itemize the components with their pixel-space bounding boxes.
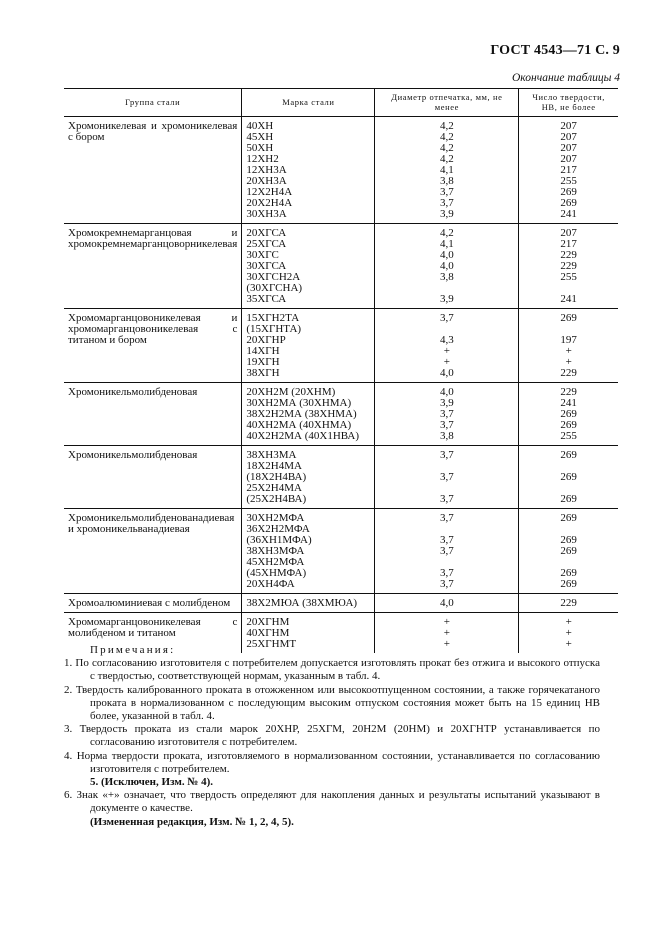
steel-grade: 30ХГСН2А (246, 271, 301, 283)
imprint-diameter-cell (375, 117, 519, 224)
steel-grade: 14ХГН (246, 345, 280, 357)
hardness-value: 241 (560, 293, 577, 305)
hardness-value: 269 (560, 578, 577, 590)
hardness-value: 269 (560, 512, 577, 524)
imprint-diameter: + (443, 345, 450, 357)
imprint-diameter: 3,7 (439, 471, 454, 483)
hardness-value-cell (519, 446, 618, 509)
steel-grade: 30ХГСА (246, 260, 287, 272)
steel-grade: 40ХН (246, 120, 274, 132)
steel-grade: 15ХГН2ТА (246, 312, 300, 324)
steel-grade: (30ХГСНА) (246, 282, 303, 294)
steel-grade: 40ХГНМ (246, 627, 290, 639)
hardness-value: 255 (560, 430, 577, 442)
imprint-diameter: + (443, 356, 450, 368)
steel-grade: 20ХН2М (20ХНМ) (246, 386, 336, 398)
imprint-diameter-cell (375, 446, 519, 509)
table-row (64, 594, 618, 613)
steel-grade: 30ХН2МА (30ХНМА) (246, 397, 352, 409)
steel-group: Хромоникельмолибденовая (64, 383, 242, 446)
steel-grade: 38ХН3МФА (246, 545, 305, 557)
table-row (64, 224, 618, 309)
table-row (64, 446, 618, 509)
imprint-diameter: 3,7 (439, 567, 454, 579)
note-3 (64, 723, 600, 749)
steel-grade: 19ХГН (246, 356, 280, 368)
imprint-diameter: 4,0 (439, 386, 454, 398)
hardness-value: 217 (560, 164, 577, 176)
imprint-diameter: + (443, 627, 450, 639)
steel-grade: 18Х2Н4МА (246, 460, 302, 472)
steel-grade: 25Х2Н4МА (246, 482, 302, 494)
hardness-value: 197 (560, 334, 577, 346)
imprint-diameter-cell (375, 383, 519, 446)
imprint-diameter: 4,2 (439, 120, 454, 132)
imprint-diameter: 3,7 (439, 449, 454, 461)
note-text: 2. Твердость калиброванного проката в отожженном или высокоотпущенном состоянии, а также горячекатаного проката в нормализованном с последующим высоким отпуском состояния может быть на 15 единиц НВ более, указанной в табл. 4. (64, 683, 600, 723)
steel-group: Хромокремнемарганцовая и хромокремнемарганцоворникелевая (64, 224, 242, 309)
imprint-diameter-cell (375, 309, 519, 383)
steel-grade-cell (242, 383, 375, 446)
steel-grade: 20ХГСА (246, 227, 287, 239)
amendment-note (90, 816, 600, 829)
col-header-grade: Марка стали (242, 89, 375, 117)
imprint-diameter: 3,7 (439, 419, 454, 431)
steel-group: Хромоалюминиевая с молибденом (64, 594, 242, 613)
imprint-diameter: 4,0 (439, 249, 454, 261)
note-4 (64, 749, 600, 776)
steel-group: Хромомарганцовоникелевая и хромомарганцовоникелевая с титаном и бором (64, 309, 242, 383)
steel-grade: (15ХГНТА) (246, 323, 302, 335)
note-text: 1. По согласованию изготовителя с потребителем допускается изготовлять прокат без отжига и высокого отпуска с твердостью, соответствующей нормам, указанным в табл. 4. (64, 657, 600, 683)
notes-section (64, 644, 600, 829)
imprint-diameter: 3,8 (439, 175, 454, 187)
imprint-diameter-cell (375, 509, 519, 594)
imprint-diameter: 4,2 (439, 227, 454, 239)
amendment-text: (Измененная редакция, Изм. № 1, 2, 4, 5). (90, 815, 294, 828)
hardness-value: 255 (560, 271, 577, 283)
hardness-value: + (565, 627, 572, 639)
steel-grade: (45ХНМФА) (246, 567, 307, 579)
note-text: 5. (Исключен, Изм. № 4). (90, 776, 214, 789)
hardness-value: 269 (560, 493, 577, 505)
note-text: 3. Твердость проката из стали марок 20ХНР, 25ХГМ, 20Н2М (20НМ) и 20ХГНТР устанавливается по согласованию изготовителя с потребителем. (64, 723, 600, 749)
steel-grade: 30ХГС (246, 249, 279, 261)
hardness-value: 269 (560, 545, 577, 557)
page-header: ГОСТ 4543—71 С. 9 (490, 43, 620, 58)
imprint-diameter: 3,7 (439, 197, 454, 209)
imprint-diameter: 3,9 (439, 208, 454, 220)
imprint-diameter: 3,7 (439, 578, 454, 590)
steel-grade: 35ХГСА (246, 293, 287, 305)
imprint-diameter: 3,7 (439, 534, 454, 546)
hardness-value: 269 (560, 534, 577, 546)
steel-group: Хромоникельмолибденованадиевая и хромоникельванадиевая (64, 509, 242, 594)
steel-grade: (25Х2Н4ВА) (246, 493, 307, 505)
imprint-diameter: 3,8 (439, 430, 454, 442)
imprint-diameter: 4,2 (439, 153, 454, 165)
note-6 (64, 789, 600, 815)
hardness-value: 241 (560, 208, 577, 220)
hardness-value: 207 (560, 153, 577, 165)
imprint-diameter: 4,0 (439, 597, 454, 609)
hardness-value: 207 (560, 131, 577, 143)
imprint-diameter: 3,7 (439, 408, 454, 420)
steel-group: Хромоникельмолибденовая (64, 446, 242, 509)
hardness-value: 269 (560, 408, 577, 420)
table-row (64, 117, 618, 224)
hardness-value-cell (519, 309, 618, 383)
steel-grade-cell (242, 446, 375, 509)
imprint-diameter: 4,2 (439, 142, 454, 154)
steel-grade-cell (242, 224, 375, 309)
imprint-diameter: 3,9 (439, 293, 454, 305)
hardness-value: + (565, 616, 572, 628)
hardness-value: 269 (560, 567, 577, 579)
steel-grade: (36ХН1МФА) (246, 534, 312, 546)
table-row (64, 309, 618, 383)
steel-grade-cell (242, 309, 375, 383)
steel-grade: 40ХН2МА (40ХНМА) (246, 419, 352, 431)
table-caption: Окончание таблицы 4 (512, 72, 620, 84)
steel-grade: 50ХН (246, 142, 274, 154)
hardness-value: 255 (560, 175, 577, 187)
steel-group: Хромомарганцовоникелевая с молибденом и титаном (64, 613, 242, 654)
steel-grade: 20ХН4ФА (246, 578, 295, 590)
steel-grade-cell (242, 509, 375, 594)
hardness-value: 269 (560, 312, 577, 324)
steel-grade: 45ХН2МФА (246, 556, 305, 568)
imprint-diameter: 3,7 (439, 186, 454, 198)
imprint-diameter: 3,7 (439, 493, 454, 505)
hardness-value: + (565, 345, 572, 357)
hardness-value: 269 (560, 449, 577, 461)
note-2 (64, 683, 600, 724)
steel-group: Хромоникелевая и хромоникелевая с бором (68, 120, 238, 143)
imprint-diameter: 3,8 (439, 271, 454, 283)
hardness-value: 269 (560, 186, 577, 198)
hardness-table (64, 88, 618, 653)
steel-grade: 36Х2Н2МФА (246, 523, 310, 535)
imprint-diameter: 3,7 (439, 545, 454, 557)
hardness-value: 217 (560, 238, 577, 250)
hardness-value: 229 (560, 249, 577, 261)
imprint-diameter: 3,7 (439, 512, 454, 524)
steel-grade: 38ХН3МА (246, 449, 297, 461)
hardness-value: 269 (560, 471, 577, 483)
steel-grade: 30ХН3А (246, 208, 287, 220)
table-header-row (64, 89, 618, 117)
steel-grade-cell (242, 594, 375, 613)
imprint-diameter: + (443, 616, 450, 628)
imprint-diameter-cell (375, 224, 519, 309)
imprint-diameter: 4,1 (439, 238, 454, 250)
steel-grade: 12ХН3А (246, 164, 287, 176)
note-5 (90, 776, 600, 789)
imprint-diameter: + (443, 638, 450, 650)
steel-grade: 45ХН (246, 131, 274, 143)
steel-grade: 38ХГН (246, 367, 280, 379)
imprint-diameter: 4,0 (439, 260, 454, 272)
table-row (64, 509, 618, 594)
hardness-value: 207 (560, 227, 577, 239)
steel-grade: 25ХГСА (246, 238, 287, 250)
hardness-value: 229 (560, 597, 577, 609)
hardness-value: 229 (560, 260, 577, 272)
hardness-value: + (565, 638, 572, 650)
steel-grade: 38Х2МЮА (38ХМЮА) (246, 597, 358, 609)
steel-grade: 12Х2Н4А (246, 186, 293, 198)
steel-grade: 40Х2Н2МА (40Х1НВА) (246, 430, 360, 442)
note-text: 4. Норма твердости проката, изготовляемого в нормализованном состоянии, устанавливается по согласованию изготовителя с потребителем. (64, 749, 600, 775)
col-header-hardness: Число твердости, НВ, не более (519, 89, 618, 117)
steel-grade: (18Х2Н4ВА) (246, 471, 307, 483)
hardness-value: 207 (560, 120, 577, 132)
hardness-value-cell (519, 594, 618, 613)
hardness-value-cell (519, 509, 618, 594)
col-header-group: Группа стали (64, 89, 242, 117)
notes-title: Примечания: (90, 644, 176, 656)
steel-grade: 38Х2Н2МА (38ХНМА) (246, 408, 357, 420)
hardness-value-cell (519, 117, 618, 224)
note-text: 6. Знак «+» означает, что твердость определяют для накопления данных и результаты испытаний указывают в документе о качестве. (64, 789, 600, 815)
col-header-diameter: Диаметр отпечатка, мм, не менее (375, 89, 519, 117)
steel-grade: 20ХГНМ (246, 616, 290, 628)
table-body (64, 117, 618, 654)
hardness-value: 269 (560, 197, 577, 209)
imprint-diameter: 4,3 (439, 334, 454, 346)
hardness-value: 241 (560, 397, 577, 409)
hardness-value: 269 (560, 419, 577, 431)
steel-grade: 30ХН2МФА (246, 512, 305, 524)
steel-grade: 12ХН2 (246, 153, 279, 165)
steel-grade: 20ХН3А (246, 175, 287, 187)
steel-grade: 20ХГНР (246, 334, 286, 346)
imprint-diameter: 4,2 (439, 131, 454, 143)
hardness-value-cell (519, 224, 618, 309)
steel-grade-cell (242, 117, 375, 224)
imprint-diameter: 3,7 (439, 312, 454, 324)
steel-grade: 25ХГНМТ (246, 638, 297, 650)
steel-grade: 20Х2Н4А (246, 197, 293, 209)
table-row (64, 383, 618, 446)
hardness-value-cell (519, 383, 618, 446)
imprint-diameter: 3,9 (439, 397, 454, 409)
imprint-diameter-cell (375, 594, 519, 613)
note-1 (64, 657, 600, 683)
hardness-value: 207 (560, 142, 577, 154)
imprint-diameter: 4,0 (439, 367, 454, 379)
hardness-value: 229 (560, 367, 577, 379)
hardness-value: 229 (560, 386, 577, 398)
hardness-value: + (565, 356, 572, 368)
imprint-diameter: 4,1 (439, 164, 454, 176)
